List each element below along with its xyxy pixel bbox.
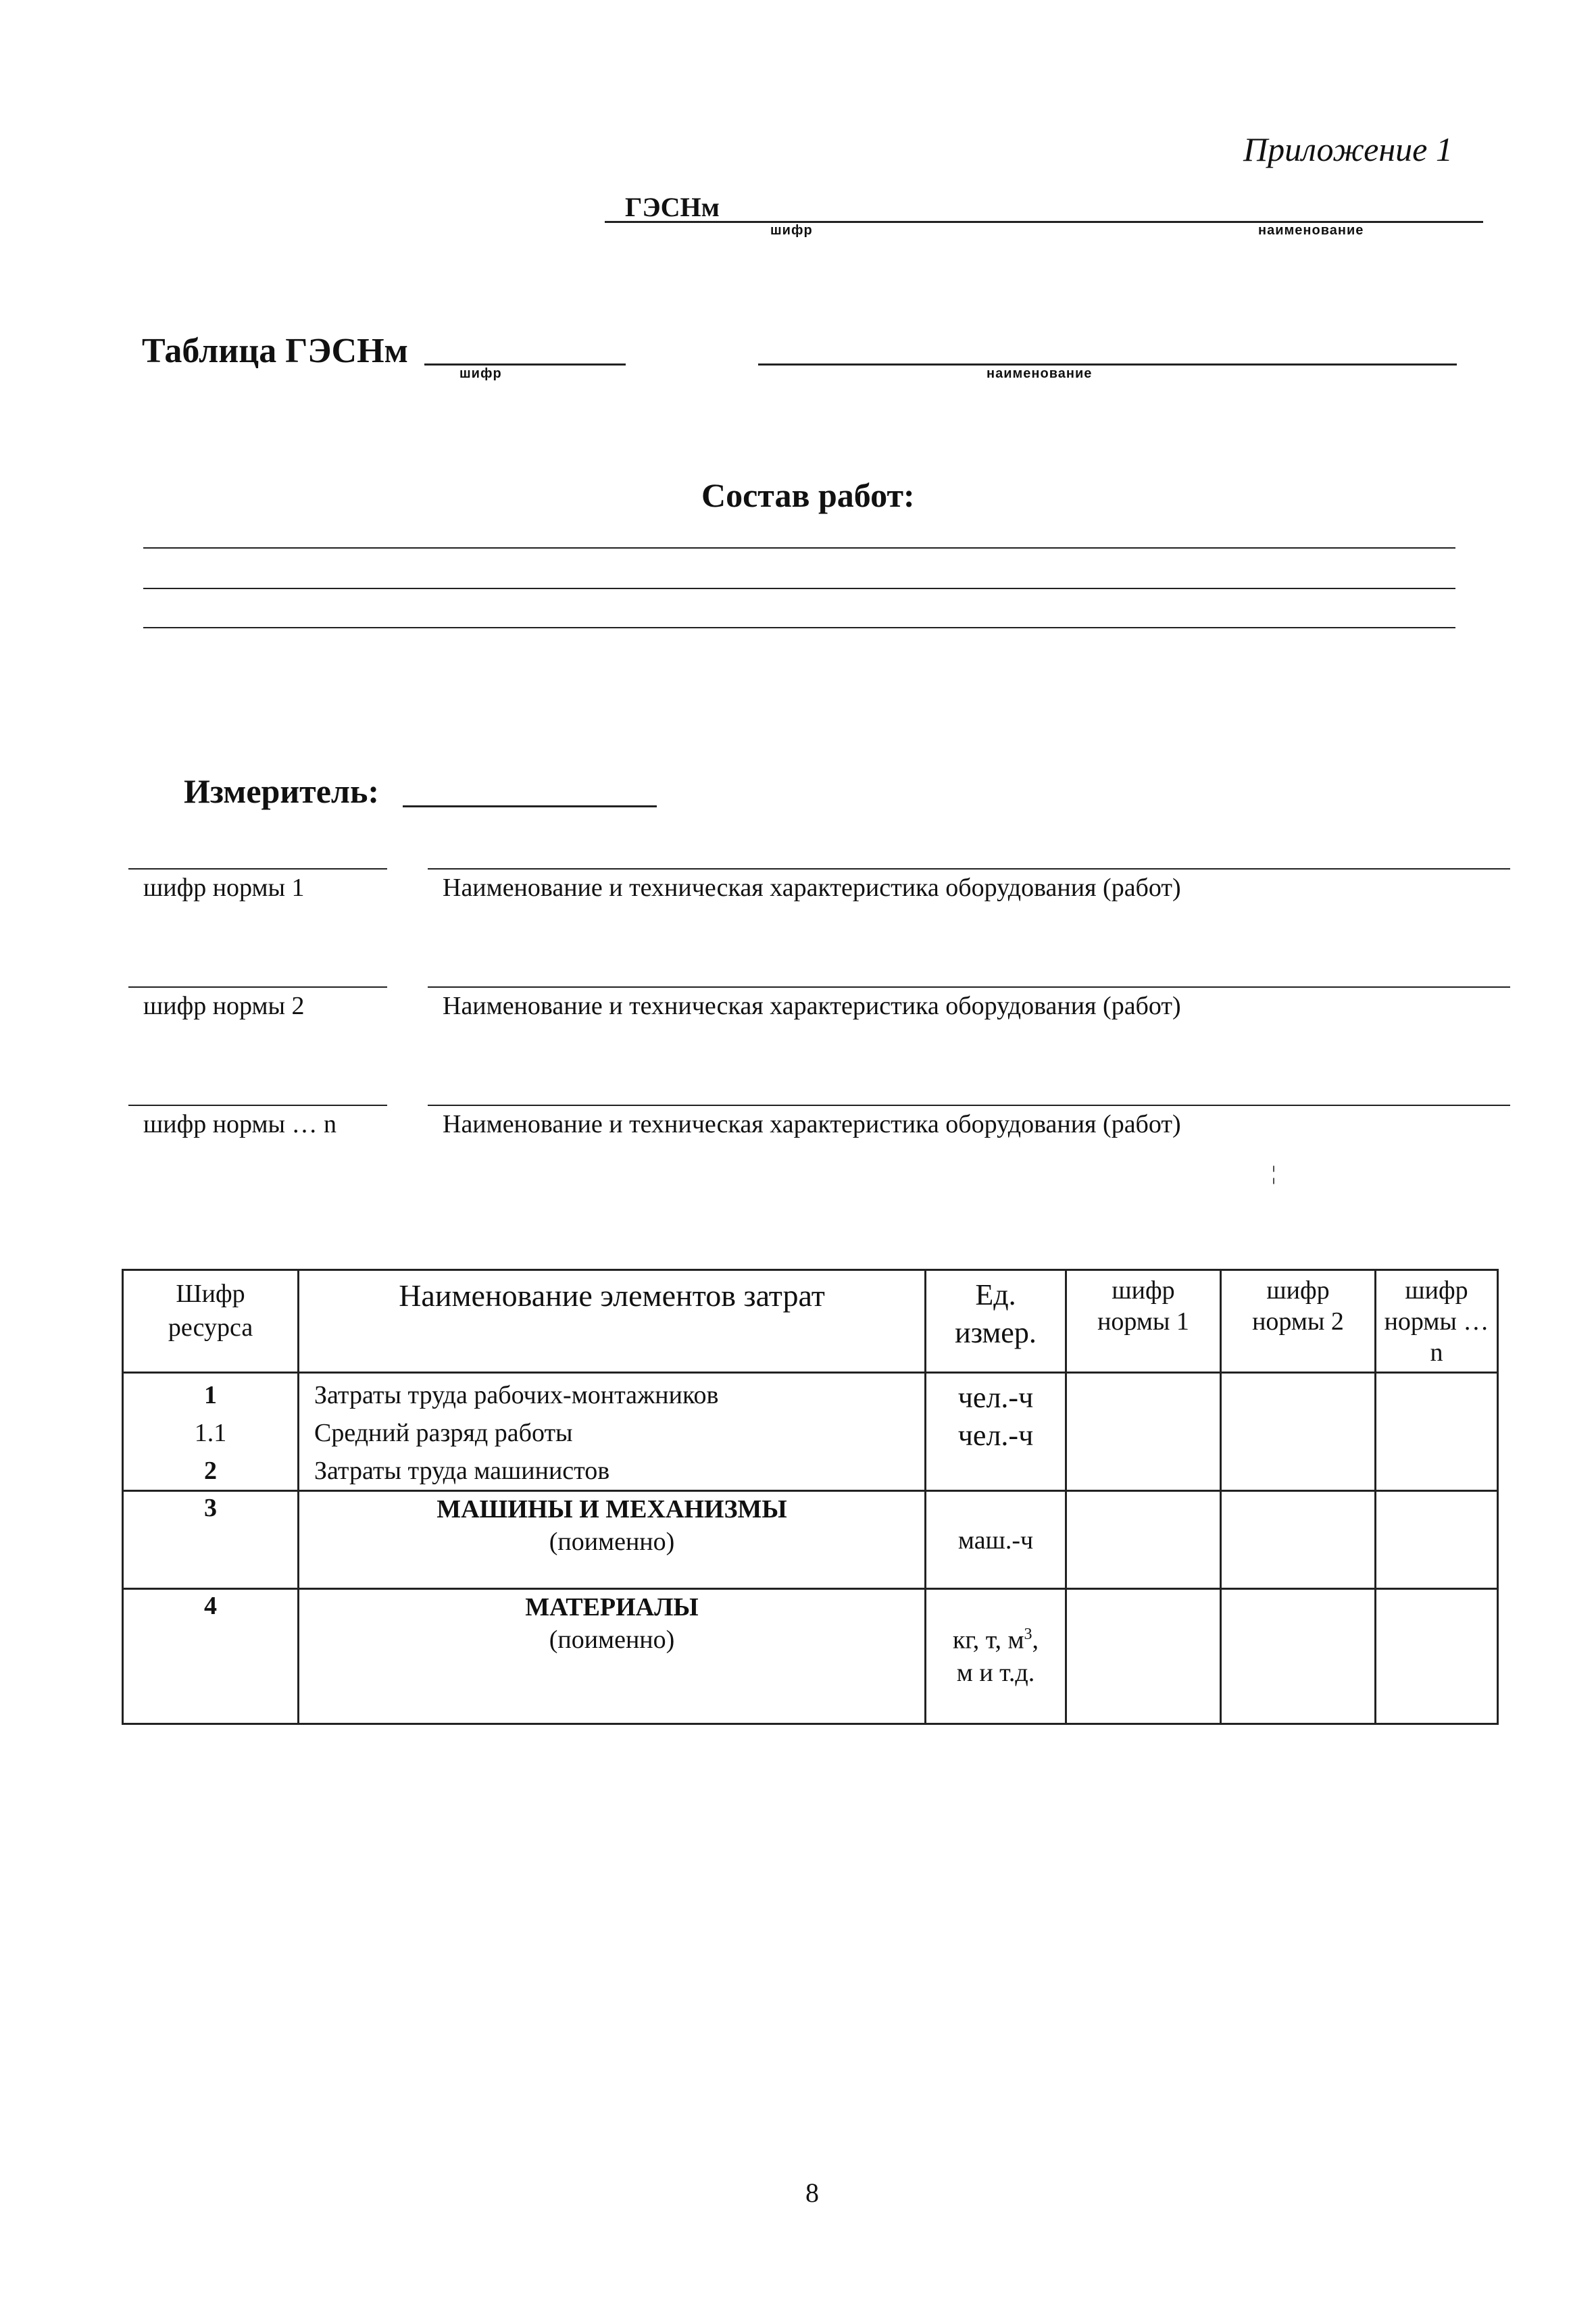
norm2-name-line [428, 986, 1510, 988]
normn-code: шифр нормы … n [143, 1110, 337, 1138]
norm1-code: шифр нормы 1 [143, 874, 305, 902]
row-code: 1.1 [194, 1419, 227, 1447]
header-resource-code: Шифр ресурса [123, 1270, 299, 1373]
norm1-name-line [428, 868, 1510, 870]
composition-line-3 [143, 627, 1455, 628]
header-norm2: шифр нормы 2 [1221, 1270, 1376, 1373]
row-unit: м и т.д. [956, 1658, 1035, 1687]
norm2-code: шифр нормы 2 [143, 992, 305, 1020]
code-caption: шифр [770, 223, 813, 238]
composition-heading: Состав работ: [701, 476, 915, 514]
normn-name: Наименование и техническая характеристика оборудования (работ) [443, 1110, 1181, 1138]
row-name: МАШИНЫ И МЕХАНИЗМЫ [437, 1495, 787, 1524]
row-value-norm2 [1221, 1589, 1376, 1724]
continuation-marker: ¦ [1272, 1162, 1276, 1184]
table-title: Таблица ГЭСНм [142, 332, 408, 370]
header-normn: шифр нормы … n [1376, 1270, 1498, 1373]
row-note: (поименно) [549, 1528, 675, 1556]
row-name: МАТЕРИАЛЫ [525, 1593, 699, 1621]
appendix-label: Приложение 1 [1243, 130, 1453, 168]
row-unit: чел.-ч [957, 1419, 1034, 1452]
table-row [123, 1373, 1498, 1491]
row-note: (поименно) [549, 1626, 675, 1654]
composition-line-2 [143, 588, 1455, 589]
row-code: 2 [204, 1457, 217, 1485]
norm1-code-line [128, 868, 387, 870]
norm2-name: Наименование и техническая характеристика оборудования (работ) [443, 992, 1181, 1020]
row-value-norm1 [1066, 1589, 1221, 1724]
row-value-norm1 [1066, 1373, 1221, 1491]
row-value-normn [1376, 1373, 1498, 1491]
row-code: 1 [204, 1381, 217, 1409]
composition-line-1 [143, 547, 1455, 549]
row-code: 4 [204, 1592, 217, 1620]
resource-table [122, 1269, 1499, 1725]
header-unit: Ед. измер. [926, 1270, 1066, 1373]
row-value-normn [1376, 1589, 1498, 1724]
normn-code-line [128, 1105, 387, 1106]
table-row [123, 1589, 1498, 1724]
meter-label: Измеритель: [184, 772, 380, 810]
name-caption: наименование [1258, 223, 1364, 238]
row-name: Средний разряд работы [314, 1419, 573, 1447]
row-code: 3 [204, 1494, 217, 1522]
row-value-norm2 [1221, 1491, 1376, 1589]
row-unit: кг, т, $м^3$, [952, 1626, 1039, 1655]
table-row [123, 1491, 1498, 1589]
header-norm1: шифр нормы 1 [1066, 1270, 1221, 1373]
row-value-norm2 [1221, 1373, 1376, 1491]
row-unit: чел.-ч [957, 1381, 1034, 1414]
table-code-line [424, 363, 626, 366]
gesnm-label: ГЭСНм [625, 192, 720, 222]
normn-name-line [428, 1105, 1510, 1106]
row-name: Затраты труда рабочих-монтажников [314, 1381, 719, 1409]
header-cost-elements: Наименование элементов затрат [299, 1270, 926, 1373]
table-name-caption: наименование [987, 366, 1093, 381]
row-value-norm1 [1066, 1491, 1221, 1589]
page-number: 8 [805, 2178, 819, 2208]
table-code-caption: шифр [459, 366, 502, 381]
row-name: Затраты труда машинистов [314, 1457, 610, 1485]
row-unit: маш.-ч [957, 1526, 1034, 1555]
norm1-name: Наименование и техническая характеристика оборудования (работ) [443, 874, 1181, 902]
norm2-code-line [128, 986, 387, 988]
meter-line [403, 805, 657, 807]
table-name-line [758, 363, 1457, 366]
row-value-normn [1376, 1491, 1498, 1589]
